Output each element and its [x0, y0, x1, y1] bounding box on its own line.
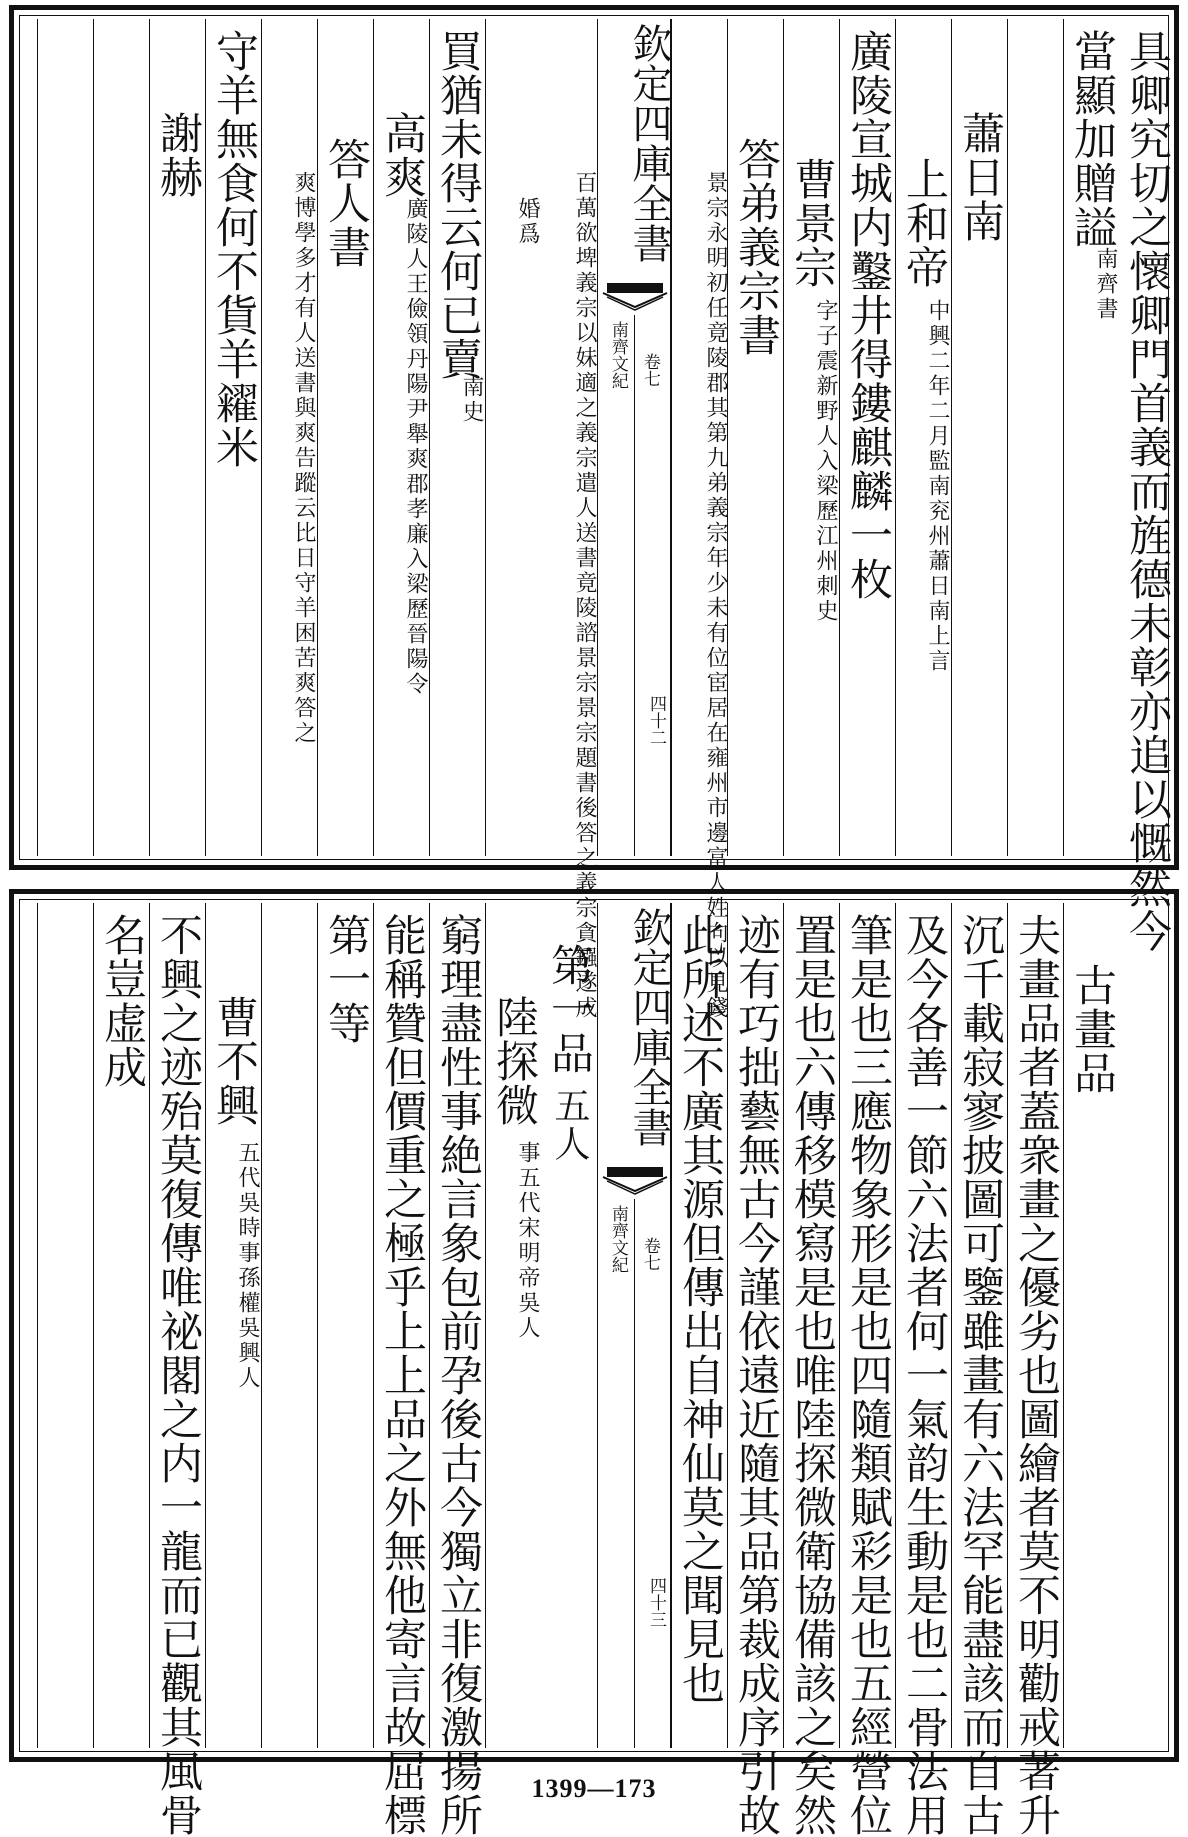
center-banner	[597, 19, 671, 856]
main-text: 曹景宗	[787, 157, 837, 289]
column	[317, 19, 373, 856]
annotation: 景宗永明初任竟陵郡其第九弟義宗年少未有位宦居在雍州市邊富人姓向以見錢	[703, 171, 728, 1021]
column	[895, 19, 951, 856]
column	[1063, 903, 1119, 1748]
section-title: 蕭日南	[955, 111, 1005, 243]
column	[429, 19, 485, 856]
annotation: 字子震新野人入梁歷江州刺史	[813, 299, 838, 624]
main-text: 夫畫品者蓋衆畫之優劣也圖繪者莫不明勸戒著升	[1011, 913, 1061, 1837]
column	[1119, 19, 1175, 953]
main-text: 廣陵宣城内鑿井得鏤麒麟一枚	[843, 29, 893, 601]
column	[1119, 903, 1175, 1748]
annotation: 爽博學多才有人送書與爽告蹤云比日守羊困苦爽答之	[291, 171, 316, 746]
main-text: 不興之迹殆莫復傳唯祕閣之内一龍而已觀其風骨	[153, 913, 203, 1837]
column	[671, 19, 728, 1021]
annotation: 五人	[549, 1087, 590, 1163]
main-text: 高爽	[377, 111, 427, 199]
column	[485, 19, 541, 856]
main-text: 置是也六傳移模寫是也唯陸探微衛協備該之矣然	[787, 913, 837, 1837]
banner-divider	[634, 1199, 635, 1748]
banner-source: 南齊文紀	[607, 321, 628, 389]
column	[37, 19, 93, 856]
column	[671, 903, 727, 1748]
column	[951, 19, 1007, 856]
column	[37, 903, 93, 1748]
section-title: 答弟義宗書	[731, 137, 781, 357]
main-text: 迹有巧拙藝無古今謹依遠近隨其品第裁成序引故	[731, 913, 781, 1837]
banner-title: 欽定四庫全書	[626, 23, 672, 263]
main-text: 守羊無食何不貨羊糴米	[209, 29, 259, 469]
column	[839, 19, 895, 856]
banner-title: 欽定四庫全書	[626, 907, 672, 1147]
column	[373, 903, 429, 1837]
main-text: 上和帝	[899, 157, 949, 289]
main-text: 能稱贊但價重之極乎上上品之外無他寄言故屈標	[377, 913, 427, 1837]
main-text: 沉千載寂寥披圖可鑒雖畫有六法罕能盡該而自古	[955, 913, 1005, 1837]
annotation: 中興二年二月監南兖州蕭日南上言	[925, 299, 950, 674]
fish-tail-mark-icon	[601, 1165, 669, 1195]
section-title: 答人書	[321, 137, 371, 269]
column	[1007, 903, 1063, 1837]
column	[205, 903, 261, 1748]
banner-page-number: 四十三	[646, 1577, 666, 1628]
annotation: 百萬欲埤義宗以妹適之義宗遣人送書竟陵諮景宗景宗題書後答之義宗貪鏹遂成	[572, 171, 597, 1021]
page-footer-number: 1399—173	[531, 1774, 657, 1803]
column	[485, 903, 541, 1748]
column	[205, 19, 261, 856]
column	[149, 19, 205, 856]
main-text: 及今各善一節六法者何一氣韵生動是也二骨法用	[899, 913, 949, 1837]
column	[261, 19, 317, 856]
annotation: 事五代宋明帝吳人	[515, 1141, 540, 1341]
annotation: 廣陵人王儉領丹陽尹舉爽郡孝廉入梁歷晉陽令	[403, 197, 428, 697]
main-text: 名豈虚成	[97, 913, 147, 1089]
banner-source: 南齊文紀	[607, 1205, 628, 1273]
column	[541, 903, 597, 1748]
center-banner	[597, 903, 671, 1748]
main-text: 買猶未得云何已賣	[433, 29, 483, 381]
column	[149, 903, 205, 1837]
fish-tail-mark-icon	[601, 281, 669, 311]
main-text: 陸探微	[489, 995, 539, 1127]
column	[783, 19, 839, 856]
main-text: 第一等	[321, 913, 371, 1045]
column	[93, 19, 149, 856]
column	[895, 903, 951, 1837]
column	[373, 19, 429, 856]
column	[951, 903, 1007, 1837]
column	[261, 903, 317, 1748]
annotation: 五代吳時事孫權吳興人	[235, 1141, 260, 1391]
annotation: 南齊書	[1093, 247, 1118, 322]
main-text: 此所述不廣其源但傳出自神仙莫之聞見也	[675, 913, 725, 1705]
main-text: 筆是也三應物象形是也四隨類賦彩是也五經營位	[843, 913, 893, 1837]
banner-page-number: 四十二	[646, 695, 666, 746]
main-text: 具卿究切之懷卿門首義而旌德未彰亦追以慨然今	[1122, 29, 1172, 953]
annotation: 婚爲	[515, 197, 540, 247]
column	[839, 903, 895, 1837]
banner-volume: 卷七	[639, 1237, 660, 1271]
column	[727, 19, 783, 856]
column	[1007, 19, 1063, 856]
section-title: 謝赫	[153, 111, 203, 199]
banner-volume: 卷七	[639, 353, 660, 387]
column	[93, 903, 149, 1748]
main-text: 當顯加贈謚	[1067, 29, 1117, 249]
main-text: 第一品	[544, 943, 594, 1075]
column	[783, 903, 839, 1837]
section-title: 古畫品	[1067, 963, 1117, 1095]
column	[727, 903, 783, 1837]
column	[429, 903, 485, 1837]
column	[317, 903, 373, 1748]
column	[1063, 19, 1119, 856]
main-text: 曹不興	[209, 995, 259, 1127]
main-text: 窮理盡性事絶言象包前孕後古今獨立非復激揚所	[433, 913, 483, 1837]
annotation: 南史	[459, 375, 484, 425]
banner-divider	[634, 315, 635, 856]
